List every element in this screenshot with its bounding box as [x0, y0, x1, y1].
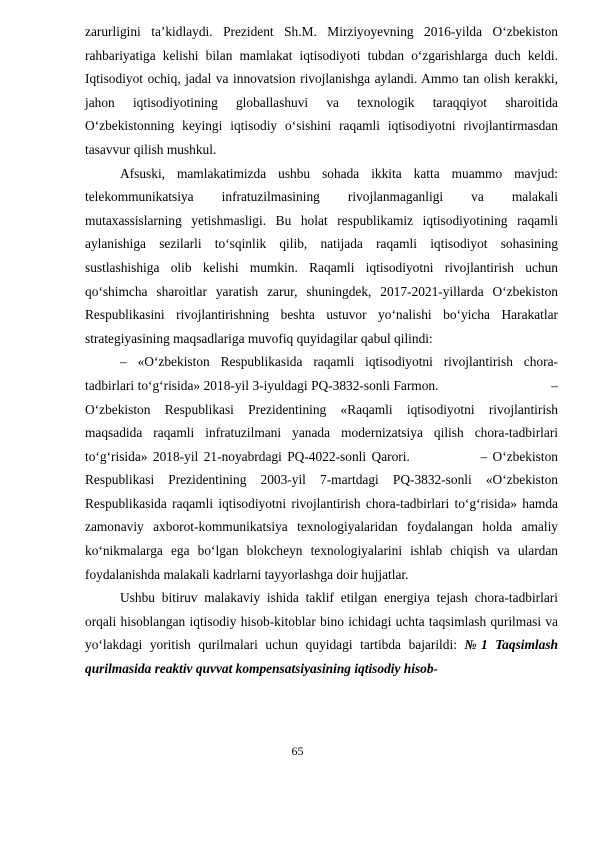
paragraph-2: Afsuski, mamlakatimizda ushbu sohada ikkita katta muammo mavjud: telekommunikatsiya infratuzilmasining rivojlanmaganligi va malakali mutaxassislarning yetishmasligi. Bu holat respublikamiz iqtisodiyotining raqamli aylanishiga sezilarli to‘sqinlik qilib, natijada raqamli iqtisodiyot sohasining sustlashishiga olib kelishi mumkin. Raqamli iqtisodiyotni rivojlantirish uchun qo‘shimcha sharoitlar yaratish zarur, shuningdek, 2017-2021-yillarda O‘zbekiston Respublikasini rivojlantirishning beshta ustuvor yo‘nalishi bo‘yicha Harakatlar strategiyasining maqsadlariga muvofiq quyidagilar qabul qilindi:: [85, 165, 558, 346]
paragraph-1: zarurligini ta’kidlaydi. Prezident Sh.M. Mirziyoyevning 2016-yilda O‘zbekiston rahbariyatiga kelishi bilan mamlakat iqtisodiyoti tubdan o‘zgarishlarga duch keldi. Iqtisodiyot ochiq, jadal va innovatsion rivojlanishga aylandi. Ammo tan olish kerakki, jahon iqtisodiyotining globallashuvi va texnologik taraqqiyot sharoitida O‘zbekistonning keyingi iqtisodiy o‘sishini raqamli iqtisodiyotni rivojlantirmasdan tasavvur qilish mushkul.: [85, 24, 558, 157]
paragraph-3-decree-list: – «O‘zbekiston Respublikasida raqamli iqtisodiyotni rivojlantirish chora-tadbirlari to‘g‘risida» 2018-yil 3-iyuldagi PQ-3832-sonli Farmon. – O‘zbekiston Respublikasi Prezidentining «Raqamli iqtisodiyotni rivojlantirish maqsadida raqamli infratuzilmani yanada modernizatsiya qilish chora-tadbirlari to‘g‘risida» 2018-yil 21-noyabrdagi PQ-4022-sonli Qarori. – O‘zbekiston Respublikasi Prezidentining 2003-yil 7-martdagi PQ-3832-sonli «O‘zbekiston Respublikasida raqamli iqtisodiyotni rivojlantirish chora-tadbirlari to‘g‘risida» hamda zamonaviy axborot-kommunikatsiya texnologiyalaridan foydalangan holda amaliy ko‘nikmalarga ega bo‘lgan blokcheyn texnologiyalarini ishlab chiqish va ulardan foydalanishda malakali kadrlarni tayyorlashga doir hujjatlar.: [85, 354, 558, 582]
page-body: [85, 20, 558, 681]
page-number: 65: [291, 744, 304, 758]
paragraph-4-text: Ushbu bitiruv malakaviy ishida taklif etilgan energiya tejash chora-tadbirlari orqali hisoblangan iqtisodiy hisob-kitoblar bino ichidagi uchta taqsimlash qurilmasi va yo‘lakdagi yoritish qurilmalari uchun quyidagi tartibda bajarildi:: [85, 590, 558, 653]
paragraph-4: [85, 586, 558, 680]
section-heading-bold-italic: №1 Taqsimlash qurilmasida reaktiv quvvat kompensatsiyasining iqtisodiy hisob-: [85, 637, 558, 677]
